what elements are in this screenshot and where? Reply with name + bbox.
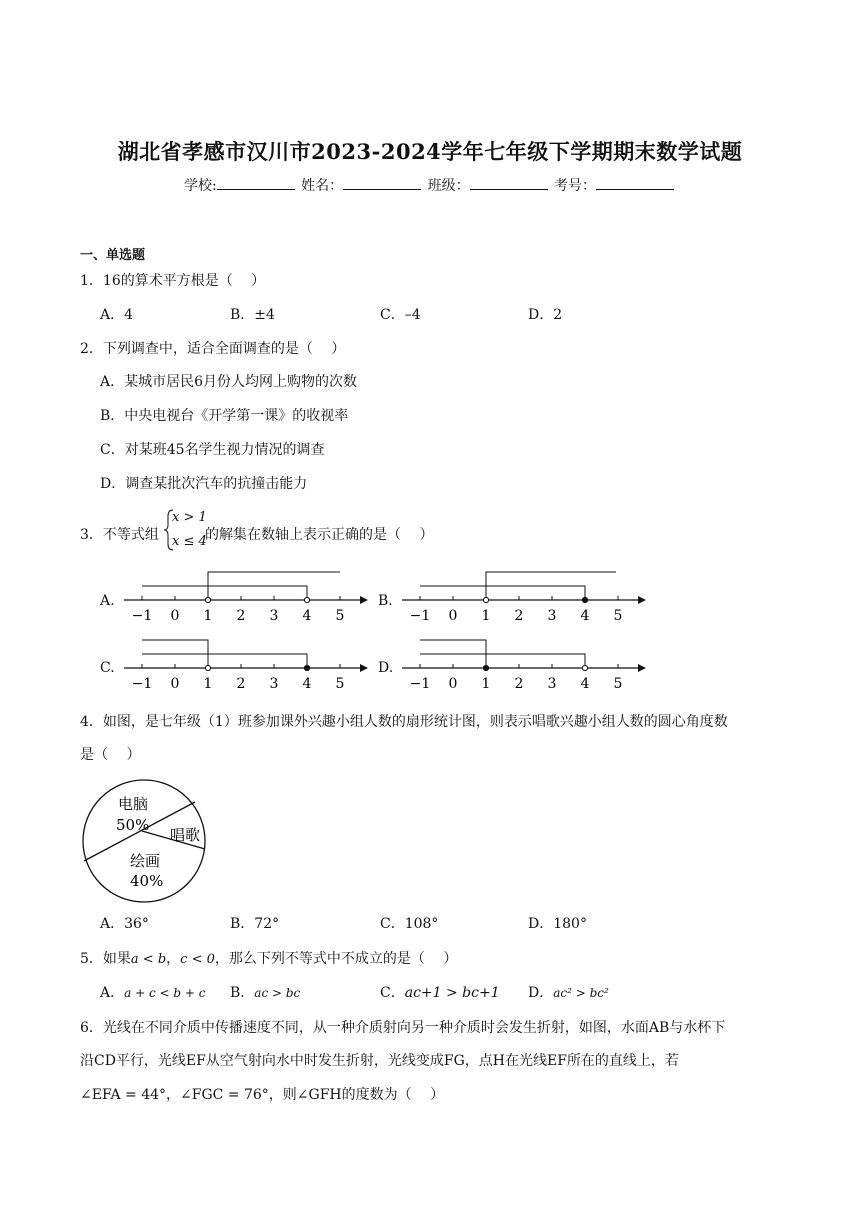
tick-label: 3 bbox=[269, 676, 279, 692]
tick-label: 2 bbox=[514, 676, 524, 692]
exam-no-blank[interactable] bbox=[596, 177, 674, 190]
number-line-c bbox=[124, 640, 368, 692]
q2-option-a: A．某城市居民6月份人均网上购物的次数 bbox=[100, 374, 358, 390]
q5-stem-b: ，那么下列不等式中不成立的是（ ） bbox=[214, 951, 458, 967]
page-title: 湖北省孝感市汉川市2023-2024学年七年级下学期期末数学试题 bbox=[117, 139, 743, 164]
q1-stem: 1．16的算术平方根是（ ） bbox=[80, 273, 266, 289]
tick-label: −1 bbox=[131, 608, 153, 624]
q5-option-c: C．ac+1 > bc+1 bbox=[380, 985, 500, 1001]
tick-label: 4 bbox=[302, 608, 312, 624]
class-blank[interactable] bbox=[470, 177, 548, 190]
q3-label-c: C. bbox=[100, 660, 115, 676]
tick-label: 4 bbox=[580, 676, 590, 692]
q4-option-a: A．36° bbox=[100, 916, 149, 932]
q4-option-b: B．72° bbox=[230, 916, 280, 932]
q3-suffix: 的解集在数轴上表示正确的是（ ） bbox=[205, 527, 434, 543]
q3-inequality-2: x ≤ 4 bbox=[172, 534, 207, 549]
number-line-a bbox=[124, 572, 368, 624]
tick-label: 1 bbox=[203, 676, 213, 692]
solution-bar-lower bbox=[420, 654, 585, 668]
q5-cond-1: a < b bbox=[130, 952, 167, 967]
q3-label-b: B. bbox=[378, 593, 393, 609]
tick-label: 0 bbox=[448, 676, 458, 692]
q1-option-c: C．–4 bbox=[380, 307, 421, 323]
open-dot bbox=[582, 665, 587, 670]
solution-bar-lower bbox=[420, 586, 585, 600]
tick-label: 5 bbox=[335, 676, 345, 692]
pie-chart bbox=[78, 778, 218, 908]
axis-arrow-icon bbox=[638, 596, 646, 604]
closed-dot bbox=[304, 665, 309, 670]
q3-label-d: D. bbox=[378, 660, 394, 676]
axis-arrow-icon bbox=[360, 664, 368, 672]
tick-label: −1 bbox=[131, 676, 153, 692]
open-dot bbox=[205, 597, 210, 602]
open-dot bbox=[304, 597, 309, 602]
q3-label-a: A. bbox=[100, 593, 115, 609]
tick-label: 0 bbox=[170, 608, 180, 624]
q6-line3: ∠EFA = 44°，∠FGC = 76°，则∠GFH的度数为（ ） bbox=[80, 1087, 445, 1103]
axis-arrow-icon bbox=[360, 596, 368, 604]
pie-label-computer: 电脑 bbox=[118, 795, 149, 813]
tick-label: 5 bbox=[335, 608, 345, 624]
q1-option-d: D．2 bbox=[528, 307, 563, 323]
tick-label: 3 bbox=[269, 608, 279, 624]
tick-label: 4 bbox=[302, 676, 312, 692]
q5-cond-2: c < 0 bbox=[180, 952, 215, 967]
tick-label: 0 bbox=[448, 608, 458, 624]
tick-label: 4 bbox=[580, 608, 590, 624]
q5-sep: ， bbox=[166, 951, 181, 967]
tick-label: 2 bbox=[236, 676, 246, 692]
pie-label-drawing: 绘画 bbox=[130, 852, 161, 870]
pie-pct-computer: 50% bbox=[116, 816, 150, 834]
q6-line1: 6．光线在不同介质中传播速度不同，从一种介质射向另一种介质时会发生折射，如图，水面AB与水杯下 bbox=[80, 1020, 726, 1036]
open-dot bbox=[205, 665, 210, 670]
q3-number-line-diagrams bbox=[0, 560, 860, 700]
pie-pct-drawing: 40% bbox=[130, 872, 164, 890]
tick-label: 1 bbox=[481, 676, 491, 692]
q5-stem bbox=[80, 948, 457, 968]
tick-label: −1 bbox=[409, 608, 431, 624]
q3-inequality-1: x > 1 bbox=[172, 510, 207, 525]
solution-bar-lower bbox=[142, 586, 307, 600]
tick-label: 2 bbox=[236, 608, 246, 624]
number-line-b bbox=[402, 572, 646, 624]
closed-dot bbox=[483, 665, 488, 670]
q5-option-a: A．a + c < b + c bbox=[100, 985, 206, 1001]
q4-stem-line1: 4．如图，是七年级（1）班参加课外兴趣小组人数的扇形统计图，则表示唱歌兴趣小组人数的圆心角度数 bbox=[80, 714, 728, 730]
q3-prefix: 3．不等式组 bbox=[80, 527, 159, 543]
school-label: 学校: bbox=[183, 178, 217, 194]
solution-bar-lower bbox=[142, 654, 307, 668]
school-blank[interactable] bbox=[217, 177, 295, 190]
q6-line2: 沿CD平行，光线EF从空气射向水中时发生折射，光线变成FG，点H在光线EF所在的直线上，若 bbox=[80, 1053, 679, 1069]
q2-option-c: C．对某班45名学生视力情况的调查 bbox=[100, 442, 325, 458]
section-title: 一、单选题 bbox=[80, 248, 146, 263]
student-info-line bbox=[0, 175, 860, 195]
name-blank[interactable] bbox=[343, 177, 421, 190]
tick-label: 5 bbox=[613, 608, 623, 624]
q5-option-d: D．ac² > bc² bbox=[528, 985, 609, 1001]
q1-option-a: A．4 bbox=[100, 307, 134, 323]
axis-arrow-icon bbox=[638, 664, 646, 672]
q4-option-c: C．108° bbox=[380, 916, 439, 932]
tick-label: 1 bbox=[481, 608, 491, 624]
tick-label: −1 bbox=[409, 676, 431, 692]
tick-label: 2 bbox=[514, 608, 524, 624]
exam-no-label: 考号： bbox=[554, 178, 597, 194]
q5-option-b: B．ac > bc bbox=[230, 985, 301, 1001]
q2-stem: 2．下列调查中，适合全面调查的是（ ） bbox=[80, 341, 346, 357]
q5-stem-a: 5．如果 bbox=[80, 951, 131, 967]
tick-label: 3 bbox=[547, 676, 557, 692]
closed-dot bbox=[582, 597, 587, 602]
q4-stem-line2: 是（ ） bbox=[80, 747, 141, 763]
tick-label: 5 bbox=[613, 676, 623, 692]
number-line-d bbox=[402, 640, 646, 692]
tick-label: 3 bbox=[547, 608, 557, 624]
class-label: 班级： bbox=[427, 178, 470, 194]
tick-label: 0 bbox=[170, 676, 180, 692]
tick-label: 1 bbox=[203, 608, 213, 624]
q4-option-d: D．180° bbox=[528, 916, 587, 932]
pie-label-singing: 唱歌 bbox=[170, 826, 201, 844]
q2-option-b: B．中央电视台《开学第一课》的收视率 bbox=[100, 408, 349, 424]
q2-option-d: D．调查某批次汽车的抗撞击能力 bbox=[100, 476, 308, 492]
open-dot bbox=[483, 597, 488, 602]
name-label: 姓名： bbox=[301, 178, 344, 194]
q1-option-b: B．±4 bbox=[230, 307, 275, 323]
